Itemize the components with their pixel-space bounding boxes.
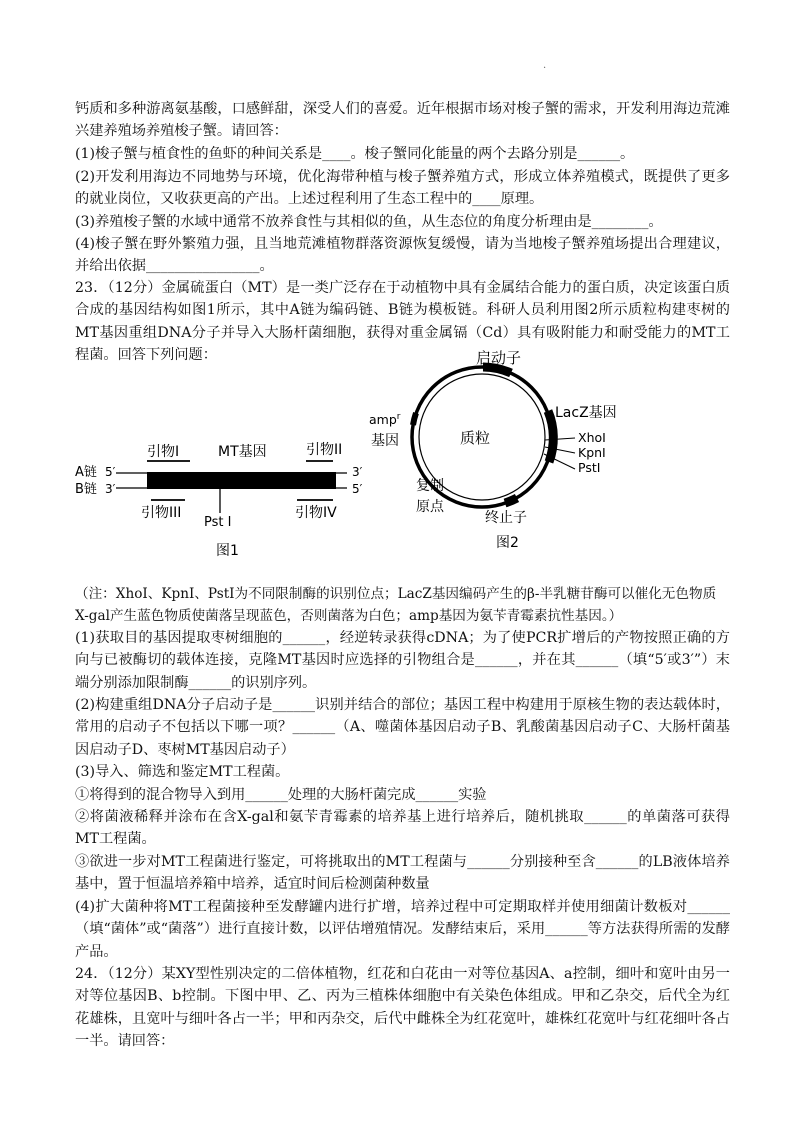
kpni-label: KpnI [578, 445, 606, 460]
q22-part2: (2)开发利用海边不同地势与环境，优化海带种植与梭子蟹养殖方式，形成立体养殖模式，既提供了更多的就业岗位，又收获更高的产出。上述过程利用了生态工程中的____原理。 [75, 169, 730, 208]
chain-b-5prime: 5′ [352, 482, 363, 496]
q23-note-line1: （注：XhoI、KpnI、PstI为不同限制酶的识别位点；LacZ基因编码产生的β-半乳糖苷酶可以催化无色物质 [75, 586, 717, 602]
psti-label: PstI [578, 460, 601, 475]
chain-a-label: A链 [75, 465, 97, 480]
primer2-label: 引物II [306, 442, 343, 458]
promoter-label: 启动子 [476, 349, 522, 367]
figures [75, 345, 730, 570]
primer3-label: 引物III [141, 505, 182, 521]
mt-gene-block [147, 472, 336, 489]
plasmid-label: 质粒 [460, 429, 491, 447]
q23-part2: (2)构建重组DNA分子启动子是______识别并结合的部位；基因工程中构建用于原核生物的表达载体时，常用的启动子不包括以下哪一项？______（A、噬菌体基因启动子B、乳酸菌基因启动子C、大肠杆菌基因启动子D、枣树MT基因启动子） [75, 697, 730, 758]
q23-note-line2: X-gal产生蓝色物质使菌落呈现蓝色，否则菌落为白色；amp基因为氨苄青霉素抗性基因。） [75, 608, 623, 624]
ampr-label: amp$^r$ [369, 412, 401, 427]
q22-part4: (4)梭子蟹在野外繁殖力强，且当地荒滩植物群落资源恢复缓慢，请为当地梭子蟹养殖场提出合理建议，并给出依据________________。 [75, 236, 730, 275]
primer4-label: 引物IV [295, 505, 337, 521]
lacz-segment [548, 411, 553, 462]
mt-gene-label: MT基因 [218, 444, 267, 460]
terminator-label: 终止子 [485, 510, 527, 526]
q24-intro: 24．（12分）某XY型性别决定的二倍体植物，红花和白花由一对等位基因A、a控制，细叶和宽叶由另一对等位基因B、b控制。下图中甲、乙、丙为三植株体细胞中有关染色体组成。甲和乙杂交，后代全为红花雄株，且宽叶与细叶各占一半；甲和丙杂交，后代中雌株全为红花宽叶，雄株红花宽叶与红花细叶各占一半。请回答： [75, 966, 730, 1050]
q23-part3-step3: ③欲进一步对MT工程菌进行鉴定，可将挑取出的MT工程菌与______分别接种至含______的LB液体培养基中，置于恒温培养箱中培养，适宜时间后检测菌种数量 [75, 854, 730, 893]
q22-part3: (3)养殖梭子蟹的水域中通常不放养食性与其相似的鱼，从生态位的角度分析理由是________。 [75, 214, 663, 230]
top-mark: . [543, 60, 547, 71]
lacz-label: LacZ基因 [555, 405, 617, 421]
ampr-segment [413, 413, 416, 425]
figure-2 [369, 349, 617, 551]
terminator-segment [505, 498, 517, 503]
figure-svg [75, 345, 730, 570]
q23-part3-step2: ②将菌液稀释并涂布在含X-gal和氨苄青霉素的培养基上进行培养后，随机挑取______的单菌落可获得MT工程菌。 [75, 809, 730, 848]
xhoi-label: XhoI [578, 430, 606, 445]
figure-1-caption: 图1 [216, 543, 239, 559]
chain-a-5prime: 5′ [105, 465, 116, 479]
q23-part1: (1)获取目的基因提取枣树细胞的______，经逆转录获得cDNA；为了使PCR扩增后的产物按照正确的方向与已被酶切的载体连接，克隆MT基因时应选择的引物组合是______，并在其______（填“5′或3′”）末端分别添加限制酶______的识别序列。 [75, 630, 730, 691]
chain-a-3prime: 3′ [352, 465, 363, 479]
chain-b-label: B链 [75, 482, 97, 497]
q23-part3: (3)导入、筛选和鉴定MT工程菌。 [75, 764, 290, 780]
primer1-label: 引物I [147, 444, 180, 460]
chain-b-3prime: 3′ [105, 482, 116, 496]
q22-part1: (1)梭子蟹与植食性的鱼虾的种间关系是____。梭子蟹同化能量的两个去路分别是______。 [75, 146, 635, 162]
ori-label-line1: 复制 [416, 478, 444, 494]
figure-1 [75, 441, 363, 559]
q23-part3-step1: ①将得到的混合物导入到用______处理的大肠杆菌完成______实验 [75, 787, 487, 803]
q22-intro: 钙质和多种游离氨基酸，口感鲜甜，深受人们的喜爱。近年根据市场对梭子蟹的需求，开发利用海边荒滩兴建养殖场养殖梭子蟹。请回答： [75, 101, 730, 140]
q23-intro: 23．（12分）金属硫蛋白（MT）是一类广泛存在于动植物中具有金属结合能力的蛋白质，决定该蛋白质合成的基因结构如图1所示，其中A链为编码链、B链为模板链。科研人员利用图2所示质粒构建枣树的MT基因重组DNA分子并导入大肠杆菌细胞，获得对重金属镉（Cd）具有吸附能力和耐受能力的MT工程菌。回答下列问题： [75, 280, 730, 364]
pst-label: Pst I [204, 515, 232, 530]
promoter-segment [483, 367, 511, 373]
figure-2-caption: 图2 [496, 535, 519, 551]
q23-part4: (4)扩大菌种将MT工程菌接种至发酵罐内进行扩增，培养过程中可定期取样并使用细菌计数板对______（填“菌体”或“菌落”）进行直接计数，以评估增殖情况。发酵结束后，采用______等方法获得所需的发酵产品。 [75, 899, 730, 960]
ampr-gene-label: 基因 [371, 433, 399, 449]
ori-label-line2: 原点 [416, 499, 444, 515]
